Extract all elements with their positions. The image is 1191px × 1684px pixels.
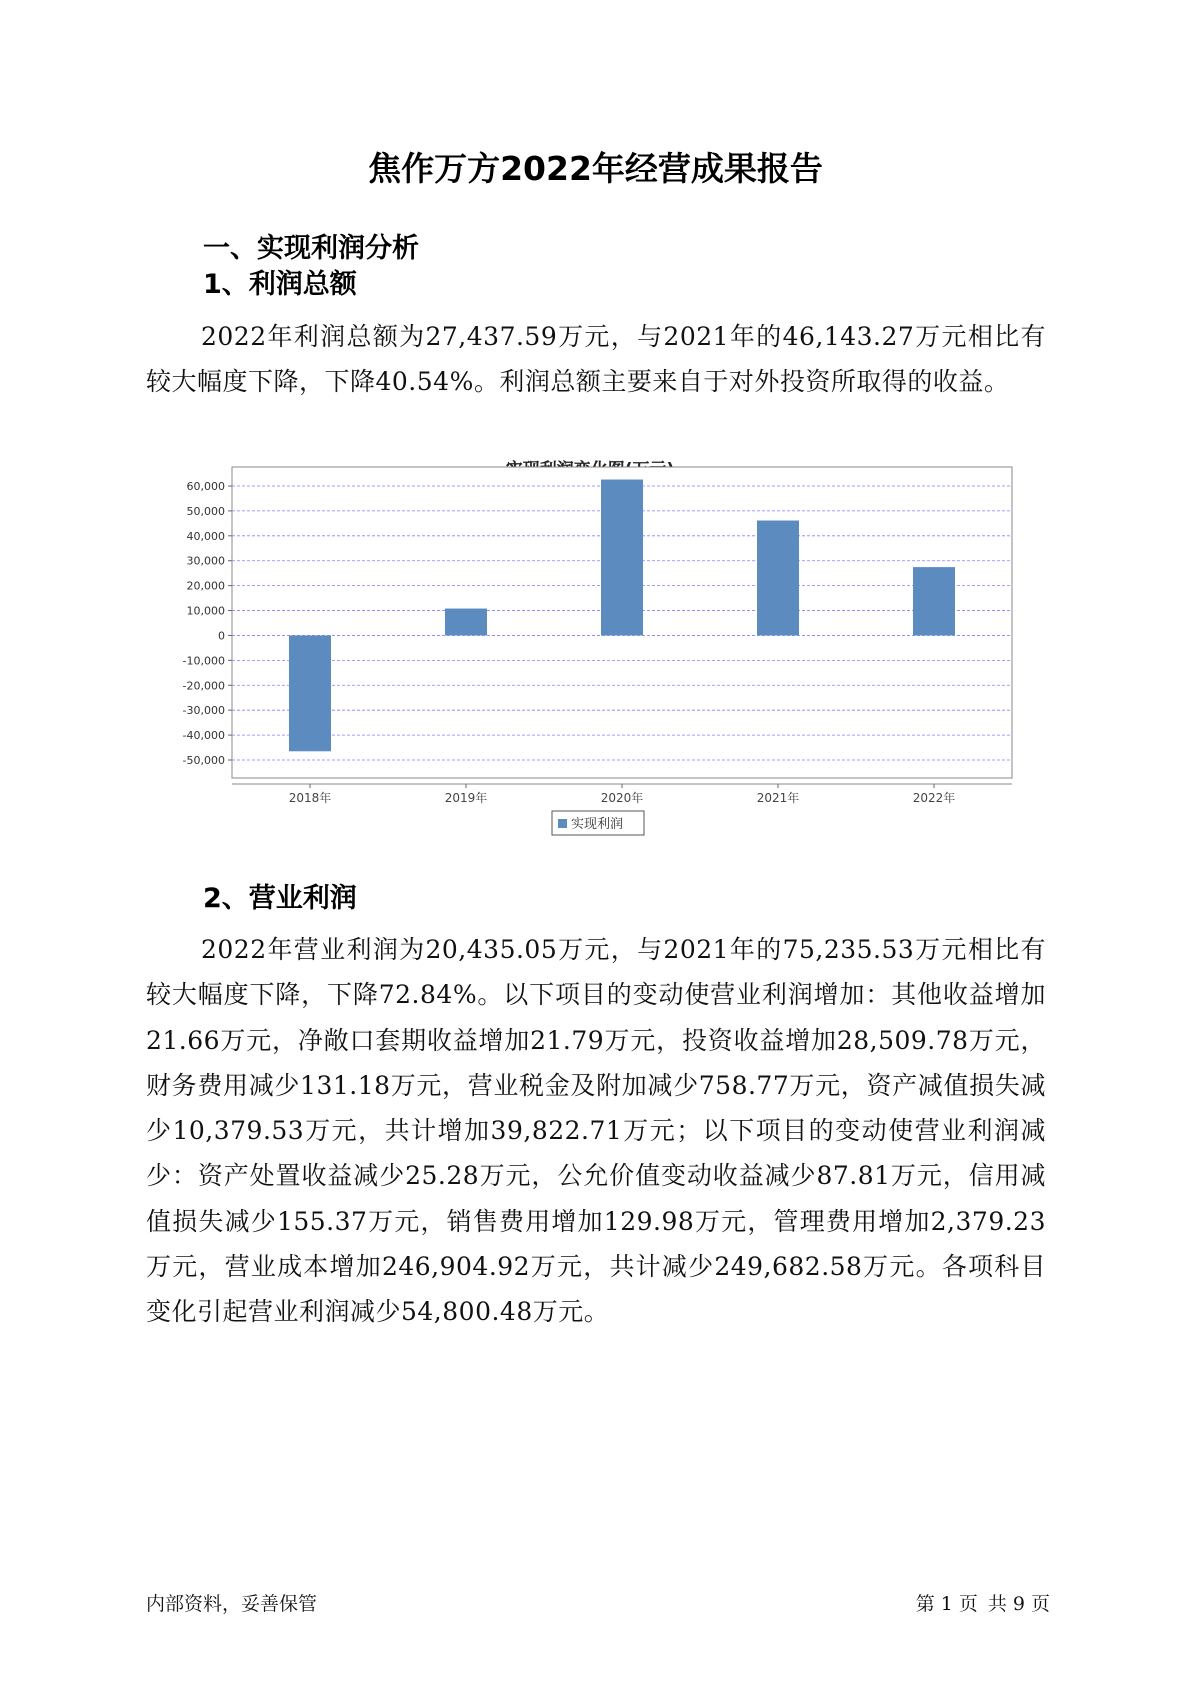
x-tick-label: 2020年 bbox=[600, 791, 644, 805]
paragraph-operating-profit: 2022年营业利润为20,435.05万元，与2021年的75,235.53万元相比有较大幅度下降，下降72.84%。以下项目的变动使营业利润增加：其他收益增加21.66万元，净敞口套期收益增加21.79万元，投资收益增加28,509.78万元，财务费用减少131.18万元，营业税金及附加减少758.77万元，资产减值损失减少10,379.53万元，共计增加39,822.71万元；以下项目的变动使营业利润减少：资产处置收益减少25.28万元，公允价值变动收益减少87.81万元，信用减值损失减少155.37万元，销售费用增加129.98万元，管理费用增加2,379.23万元，营业成本增加246,904.92万元，共计减少249,682.58万元。各项科目变化引起营业利润减少54,800.48万元。 bbox=[146, 935, 1046, 1327]
subsection-heading-operating-profit: 2、营业利润 bbox=[203, 883, 357, 914]
y-tick-label: 30,000 bbox=[186, 554, 225, 568]
y-tick-label: -10,000 bbox=[182, 654, 225, 668]
y-tick-label: -20,000 bbox=[182, 679, 225, 693]
footer-page-indicator bbox=[913, 1589, 1053, 1616]
page-mid: 页 共 bbox=[958, 1593, 1007, 1615]
legend-label: 实现利润 bbox=[571, 817, 624, 832]
page-number: 1 bbox=[940, 1593, 953, 1615]
footer-confidential-note: 内部资料，妥善保管 bbox=[146, 1593, 318, 1615]
x-tick-label: 2022年 bbox=[912, 791, 956, 805]
y-tick-label: 0 bbox=[218, 629, 225, 643]
y-tick-label: 40,000 bbox=[186, 529, 225, 543]
chart-svg bbox=[160, 455, 1020, 915]
x-tick-label: 2019年 bbox=[444, 791, 488, 805]
y-tick-label: 50,000 bbox=[186, 504, 225, 518]
report-title: 焦作万方2022年经营成果报告 bbox=[368, 149, 823, 188]
profit-chart bbox=[160, 455, 1020, 915]
paragraph-total-profit: 2022年利润总额为27,437.59万元，与2021年的46,143.27万元相比有较大幅度下降，下降40.54%。利润总额主要来自于对外投资所取得的收益。 bbox=[146, 322, 1046, 397]
bar-2020年 bbox=[601, 480, 643, 636]
x-tick-label: 2021年 bbox=[756, 791, 800, 805]
legend-swatch bbox=[558, 819, 567, 828]
y-tick-label: 60,000 bbox=[186, 480, 225, 493]
bar-2019年 bbox=[445, 609, 487, 636]
y-tick-label: -40,000 bbox=[182, 729, 225, 743]
page-prefix: 第 bbox=[915, 1593, 935, 1615]
subsection-heading-total-profit: 1、利润总额 bbox=[203, 269, 357, 300]
y-tick-label: -50,000 bbox=[182, 754, 225, 767]
y-tick-label: -30,000 bbox=[182, 704, 225, 718]
y-tick-label: 10,000 bbox=[186, 604, 225, 618]
x-tick-label: 2018年 bbox=[288, 791, 332, 805]
y-tick-label: 20,000 bbox=[186, 579, 225, 593]
bar-2018年 bbox=[289, 635, 331, 751]
section-heading: 一、实现利润分析 bbox=[203, 233, 419, 264]
page-total: 9 bbox=[1012, 1593, 1025, 1615]
page-suffix: 页 bbox=[1030, 1593, 1050, 1615]
bar-2022年 bbox=[913, 567, 955, 635]
bar-2021年 bbox=[757, 521, 799, 636]
